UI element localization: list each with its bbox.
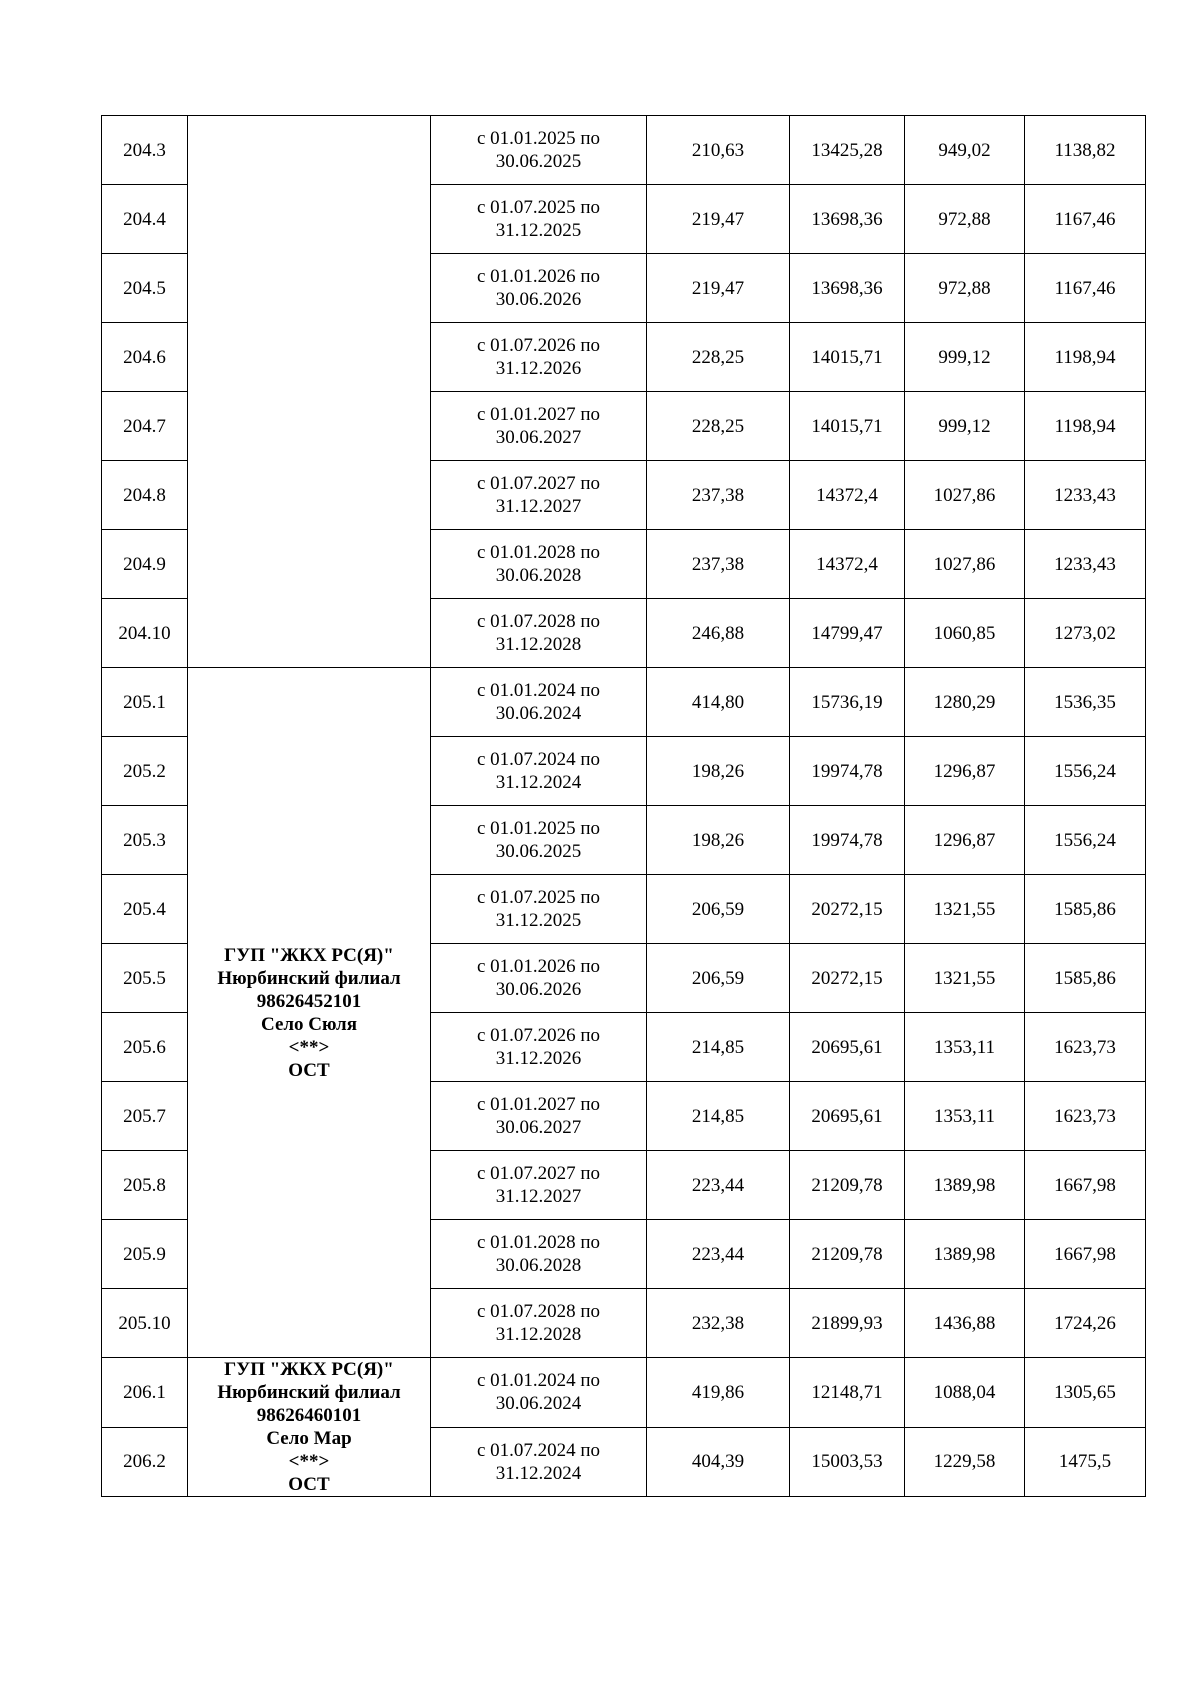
period-line: с 01.01.2025 по [476, 128, 601, 149]
row-number: 205.10 [102, 1289, 188, 1358]
row-number: 205.4 [102, 875, 188, 944]
value-cell-v4: 1198,94 [1025, 323, 1146, 392]
value-cell-v3: 1296,87 [905, 806, 1025, 875]
period-line: с 01.01.2027 по [476, 1094, 601, 1115]
value-cell-v3: 1088,04 [905, 1358, 1025, 1428]
value-cell-v3: 999,12 [905, 392, 1025, 461]
tariff-table-body [102, 116, 1146, 1497]
value-cell-v2: 13698,36 [790, 185, 905, 254]
organization-line: 98626452101 [256, 990, 362, 1012]
period-cell [431, 461, 647, 530]
period-line: с 01.07.2025 по [476, 887, 601, 908]
value-cell-v4: 1623,73 [1025, 1082, 1146, 1151]
period-line: 30.06.2024 [495, 1393, 582, 1415]
value-cell-v1: 223,44 [647, 1220, 790, 1289]
value-cell-v2: 14799,47 [790, 599, 905, 668]
period-line: 31.12.2027 [495, 1186, 582, 1207]
value-cell-v4: 1585,86 [1025, 944, 1146, 1013]
value-cell-v2: 20272,15 [790, 875, 905, 944]
value-cell-v4: 1585,86 [1025, 875, 1146, 944]
period-cell [431, 323, 647, 392]
period-cell [431, 530, 647, 599]
value-cell-v3: 1229,58 [905, 1427, 1025, 1497]
organization-line: ОСТ [288, 1474, 330, 1495]
period-line: с 01.07.2028 по [476, 1301, 601, 1322]
period-cell [431, 116, 647, 185]
value-cell-v4: 1667,98 [1025, 1151, 1146, 1220]
row-number: 205.9 [102, 1220, 188, 1289]
value-cell-v4: 1475,5 [1025, 1427, 1146, 1497]
value-cell-v4: 1305,65 [1025, 1358, 1146, 1428]
tariff-table [101, 115, 1146, 1497]
value-cell-v3: 1280,29 [905, 668, 1025, 737]
period-line: 31.12.2028 [495, 1324, 582, 1345]
value-cell-v4: 1724,26 [1025, 1289, 1146, 1358]
value-cell-v3: 1027,86 [905, 530, 1025, 599]
value-cell-v3: 1027,86 [905, 461, 1025, 530]
value-cell-v1: 219,47 [647, 185, 790, 254]
value-cell-v4: 1233,43 [1025, 530, 1146, 599]
value-cell-v2: 13698,36 [790, 254, 905, 323]
period-line: 31.12.2024 [495, 772, 582, 793]
value-cell-v3: 1389,98 [905, 1151, 1025, 1220]
row-number: 204.9 [102, 530, 188, 599]
period-line: 30.06.2028 [495, 565, 582, 586]
organization-cell [188, 668, 431, 1358]
value-cell-v1: 206,59 [647, 944, 790, 1013]
row-number: 204.5 [102, 254, 188, 323]
value-cell-v2: 20695,61 [790, 1013, 905, 1082]
value-cell-v3: 1321,55 [905, 875, 1025, 944]
period-cell [431, 599, 647, 668]
period-line: с 01.07.2024 по [476, 1439, 601, 1461]
value-cell-v1: 223,44 [647, 1151, 790, 1220]
value-cell-v2: 20272,15 [790, 944, 905, 1013]
value-cell-v2: 13425,28 [790, 116, 905, 185]
organization-line: ОСТ [288, 1059, 330, 1081]
value-cell-v4: 1167,46 [1025, 254, 1146, 323]
row-number: 206.1 [102, 1358, 188, 1428]
value-cell-v2: 15736,19 [790, 668, 905, 737]
period-line: 30.06.2026 [495, 289, 582, 310]
period-cell [431, 1220, 647, 1289]
period-cell [431, 875, 647, 944]
value-cell-v1: 214,85 [647, 1082, 790, 1151]
value-cell-v2: 21899,93 [790, 1289, 905, 1358]
period-cell [431, 806, 647, 875]
period-cell [431, 668, 647, 737]
period-line: 30.06.2025 [495, 151, 582, 172]
period-line: с 01.01.2024 по [476, 680, 601, 701]
period-cell [431, 1082, 647, 1151]
organization-line: ГУП "ЖКХ РС(Я)" [224, 1359, 394, 1380]
period-line: 30.06.2024 [495, 703, 582, 724]
organization-cell [188, 116, 431, 668]
value-cell-v1: 232,38 [647, 1289, 790, 1358]
period-line: 31.12.2024 [495, 1462, 582, 1484]
value-cell-v2: 14015,71 [790, 392, 905, 461]
value-cell-v4: 1556,24 [1025, 737, 1146, 806]
value-cell-v4: 1667,98 [1025, 1220, 1146, 1289]
period-cell [431, 1358, 647, 1428]
value-cell-v4: 1138,82 [1025, 116, 1146, 185]
period-line: с 01.01.2028 по [476, 1232, 601, 1253]
period-line: 31.12.2025 [495, 220, 582, 241]
period-line: 31.12.2026 [495, 358, 582, 379]
value-cell-v3: 1296,87 [905, 737, 1025, 806]
value-cell-v3: 1353,11 [905, 1013, 1025, 1082]
value-cell-v3: 1389,98 [905, 1220, 1025, 1289]
organization-line: <**> [288, 1451, 330, 1472]
value-cell-v1: 198,26 [647, 737, 790, 806]
table-row [102, 116, 1146, 185]
value-cell-v2: 21209,78 [790, 1151, 905, 1220]
period-line: 30.06.2027 [495, 427, 582, 448]
document-page [101, 115, 1145, 1497]
period-line: с 01.01.2028 по [476, 542, 601, 563]
value-cell-v2: 19974,78 [790, 737, 905, 806]
value-cell-v1: 228,25 [647, 392, 790, 461]
period-line: 31.12.2026 [495, 1048, 582, 1069]
value-cell-v2: 19974,78 [790, 806, 905, 875]
value-cell-v1: 404,39 [647, 1427, 790, 1497]
period-line: с 01.01.2027 по [476, 404, 601, 425]
value-cell-v1: 237,38 [647, 461, 790, 530]
row-number: 205.2 [102, 737, 188, 806]
organization-line: Село Сюля [260, 1013, 357, 1035]
value-cell-v1: 419,86 [647, 1358, 790, 1428]
value-cell-v3: 972,88 [905, 185, 1025, 254]
period-line: 30.06.2025 [495, 841, 582, 862]
period-line: с 01.01.2026 по [476, 956, 601, 977]
organization-line: ГУП "ЖКХ РС(Я)" [224, 944, 394, 966]
period-line: с 01.07.2028 по [476, 611, 601, 632]
period-cell [431, 254, 647, 323]
organization-line: Нюрбинский филиал [217, 1382, 401, 1403]
value-cell-v4: 1623,73 [1025, 1013, 1146, 1082]
period-line: 30.06.2028 [495, 1255, 582, 1276]
row-number: 204.4 [102, 185, 188, 254]
value-cell-v2: 14015,71 [790, 323, 905, 392]
organization-cell [188, 1358, 431, 1497]
value-cell-v3: 972,88 [905, 254, 1025, 323]
organization-line: <**> [288, 1036, 330, 1058]
period-cell [431, 185, 647, 254]
period-line: с 01.01.2024 по [476, 1370, 601, 1392]
row-number: 204.6 [102, 323, 188, 392]
value-cell-v3: 949,02 [905, 116, 1025, 185]
table-row [102, 1358, 1146, 1428]
period-line: 30.06.2027 [495, 1117, 582, 1138]
period-line: 30.06.2026 [495, 979, 582, 1000]
value-cell-v1: 237,38 [647, 530, 790, 599]
value-cell-v1: 214,85 [647, 1013, 790, 1082]
value-cell-v3: 999,12 [905, 323, 1025, 392]
value-cell-v2: 12148,71 [790, 1358, 905, 1428]
value-cell-v1: 206,59 [647, 875, 790, 944]
value-cell-v2: 20695,61 [790, 1082, 905, 1151]
value-cell-v4: 1233,43 [1025, 461, 1146, 530]
period-line: 31.12.2027 [495, 496, 582, 517]
row-number: 205.1 [102, 668, 188, 737]
value-cell-v2: 14372,4 [790, 461, 905, 530]
row-number: 205.6 [102, 1013, 188, 1082]
row-number: 204.8 [102, 461, 188, 530]
period-line: с 01.01.2026 по [476, 266, 601, 287]
row-number: 206.2 [102, 1427, 188, 1497]
organization-line: Село Мар [266, 1428, 352, 1449]
value-cell-v1: 210,63 [647, 116, 790, 185]
period-line: 31.12.2028 [495, 634, 582, 655]
period-line: с 01.07.2026 по [476, 335, 601, 356]
period-line: с 01.07.2025 по [476, 197, 601, 218]
organization-line: Нюрбинский филиал [217, 967, 401, 989]
value-cell-v3: 1353,11 [905, 1082, 1025, 1151]
value-cell-v1: 198,26 [647, 806, 790, 875]
period-line: с 01.07.2027 по [476, 473, 601, 494]
period-cell [431, 944, 647, 1013]
period-cell [431, 1289, 647, 1358]
period-line: с 01.07.2024 по [476, 749, 601, 770]
value-cell-v2: 15003,53 [790, 1427, 905, 1497]
row-number: 204.3 [102, 116, 188, 185]
value-cell-v2: 14372,4 [790, 530, 905, 599]
period-cell [431, 1427, 647, 1497]
period-line: 31.12.2025 [495, 910, 582, 931]
period-line: с 01.07.2026 по [476, 1025, 601, 1046]
period-line: с 01.07.2027 по [476, 1163, 601, 1184]
table-row [102, 668, 1146, 737]
organization-line: 98626460101 [256, 1405, 362, 1426]
value-cell-v1: 414,80 [647, 668, 790, 737]
row-number: 205.5 [102, 944, 188, 1013]
value-cell-v4: 1556,24 [1025, 806, 1146, 875]
row-number: 205.3 [102, 806, 188, 875]
value-cell-v3: 1060,85 [905, 599, 1025, 668]
value-cell-v1: 219,47 [647, 254, 790, 323]
row-number: 205.7 [102, 1082, 188, 1151]
value-cell-v3: 1321,55 [905, 944, 1025, 1013]
value-cell-v4: 1167,46 [1025, 185, 1146, 254]
value-cell-v4: 1536,35 [1025, 668, 1146, 737]
period-cell [431, 1151, 647, 1220]
period-cell [431, 1013, 647, 1082]
value-cell-v1: 246,88 [647, 599, 790, 668]
value-cell-v1: 228,25 [647, 323, 790, 392]
row-number: 205.8 [102, 1151, 188, 1220]
period-cell [431, 392, 647, 461]
value-cell-v3: 1436,88 [905, 1289, 1025, 1358]
value-cell-v4: 1198,94 [1025, 392, 1146, 461]
period-cell [431, 737, 647, 806]
value-cell-v2: 21209,78 [790, 1220, 905, 1289]
value-cell-v4: 1273,02 [1025, 599, 1146, 668]
period-line: с 01.01.2025 по [476, 818, 601, 839]
row-number: 204.7 [102, 392, 188, 461]
row-number: 204.10 [102, 599, 188, 668]
